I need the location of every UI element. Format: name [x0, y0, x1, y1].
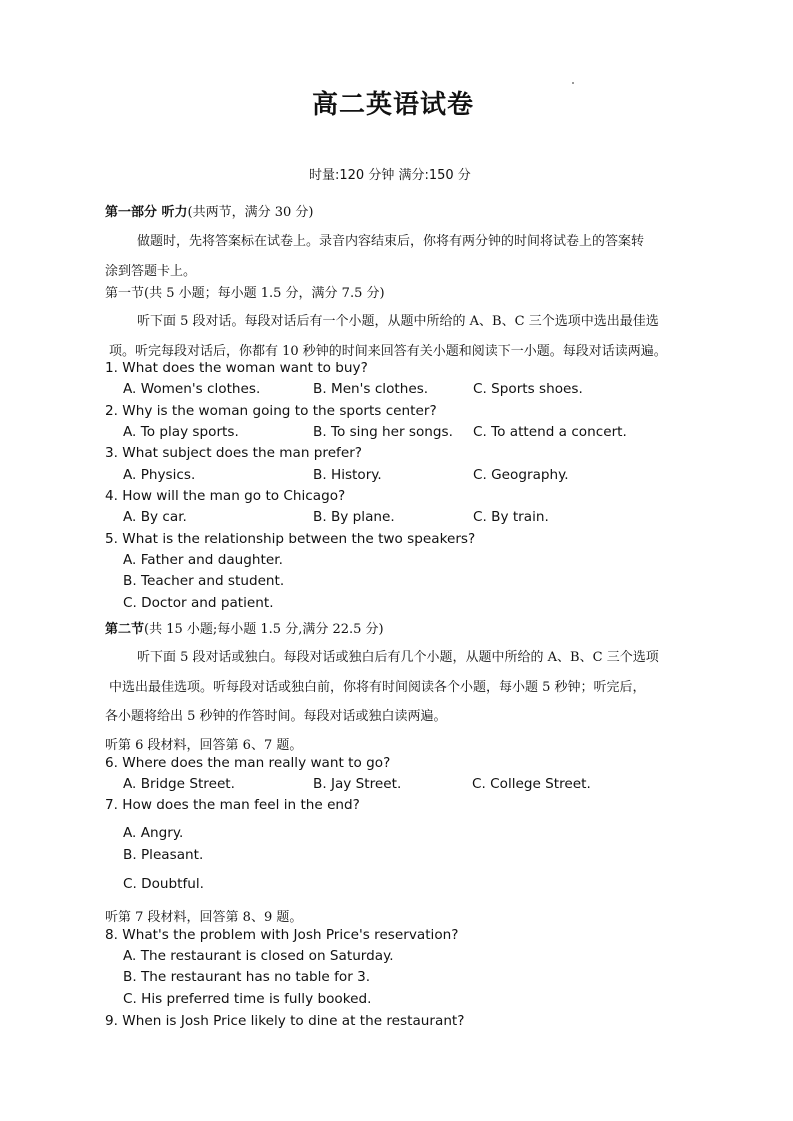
question-4: 4. How will the man go to Chicago? — [105, 488, 346, 504]
exam-subtitle: 时量:120 分钟 满分:150 分 — [309, 168, 471, 183]
q8-option-a: A. The restaurant is closed on Saturday. — [123, 948, 394, 964]
q8-option-b: B. The restaurant has no table for 3. — [123, 969, 371, 985]
q1-option-a: A. Women's clothes. — [123, 381, 261, 397]
q8-option-c: C. His preferred time is fully booked. — [123, 991, 372, 1007]
q6-option-c: C. College Street. — [472, 776, 591, 792]
section1-heading: 第一节(共 5 小题；每小题 1.5 分，满分 7.5 分) — [105, 286, 385, 301]
q2-option-b: B. To sing her songs. — [313, 424, 453, 440]
part1-instructions-1: 做题时，先将答案标在试卷上。录音内容结束后，你将有两分钟的时间将试卷上的答案转 — [137, 234, 645, 249]
q4-option-b: B. By plane. — [313, 509, 395, 525]
q3-option-c: C. Geography. — [473, 467, 569, 483]
section2-intro-1: 听下面 5 段对话或独白。每段对话或独白后有几个小题，从题中所给的 A、B、C 三个选项 — [137, 650, 659, 665]
q7-option-c: C. Doubtful. — [123, 876, 204, 892]
q5-option-a: A. Father and daughter. — [123, 552, 283, 568]
part1-heading-title: 第一部分 听力 — [105, 205, 188, 220]
q4-option-a: A. By car. — [123, 509, 187, 525]
q1-option-c: C. Sports shoes. — [473, 381, 583, 397]
q3-option-a: A. Physics. — [123, 467, 196, 483]
question-9: 9. When is Josh Price likely to dine at the restaurant? — [105, 1013, 465, 1029]
section2-heading-note: (共 15 小题;每小题 1.5 分,满分 22.5 分) — [144, 622, 384, 637]
q6-option-a: A. Bridge Street. — [123, 776, 235, 792]
part1-heading — [105, 201, 313, 220]
q5-option-c: C. Doctor and patient. — [123, 595, 274, 611]
q5-option-b: B. Teacher and student. — [123, 573, 285, 589]
question-8: 8. What's the problem with Josh Price's reservation? — [105, 927, 459, 943]
scan-speck — [572, 82, 574, 84]
section1-intro-1: 听下面 5 段对话。每段对话后有一个小题，从题中所给的 A、B、C 三个选项中选出最佳选 — [137, 314, 659, 329]
section2-heading-title: 第二节 — [105, 622, 145, 637]
section2-intro-3: 各小题将给出 5 秒钟的作答时间。每段对话或独白读两遍。 — [105, 709, 447, 724]
q4-option-c: C. By train. — [473, 509, 549, 525]
part1-heading-note: (共两节，满分 30 分) — [187, 205, 314, 220]
section2-intro-2: 中选出最佳选项。听每段对话或独白前，你将有时间阅读各个小题，每小题 5 秒钟；听完后， — [109, 680, 646, 695]
page-title: 高二英语试卷 — [312, 90, 475, 120]
question-6: 6. Where does the man really want to go? — [105, 755, 391, 771]
q3-option-b: B. History. — [313, 467, 382, 483]
part1-instructions-2: 涂到答题卡上。 — [105, 264, 197, 279]
q6-option-b: B. Jay Street. — [313, 776, 402, 792]
question-1: 1. What does the woman want to buy? — [105, 360, 368, 376]
question-2: 2. Why is the woman going to the sports center? — [105, 403, 437, 419]
question-5: 5. What is the relationship between the two speakers? — [105, 531, 476, 547]
section1-intro-2: 项。听完每段对话后，你都有 10 秒钟的时间来回答有关小题和阅读下一小题。每段对话读两遍。 — [109, 344, 667, 359]
question-3: 3. What subject does the man prefer? — [105, 445, 363, 461]
material-7-note: 听第 7 段材料，回答第 8、9 题。 — [105, 910, 303, 925]
q7-option-a: A. Angry. — [123, 825, 184, 841]
q7-option-b: B. Pleasant. — [123, 847, 204, 863]
material-6-note: 听第 6 段材料，回答第 6、7 题。 — [105, 738, 303, 753]
q1-option-b: B. Men's clothes. — [313, 381, 429, 397]
question-7: 7. How does the man feel in the end? — [105, 797, 360, 813]
q2-option-c: C. To attend a concert. — [473, 424, 627, 440]
q2-option-a: A. To play sports. — [123, 424, 239, 440]
section2-heading — [105, 618, 384, 637]
